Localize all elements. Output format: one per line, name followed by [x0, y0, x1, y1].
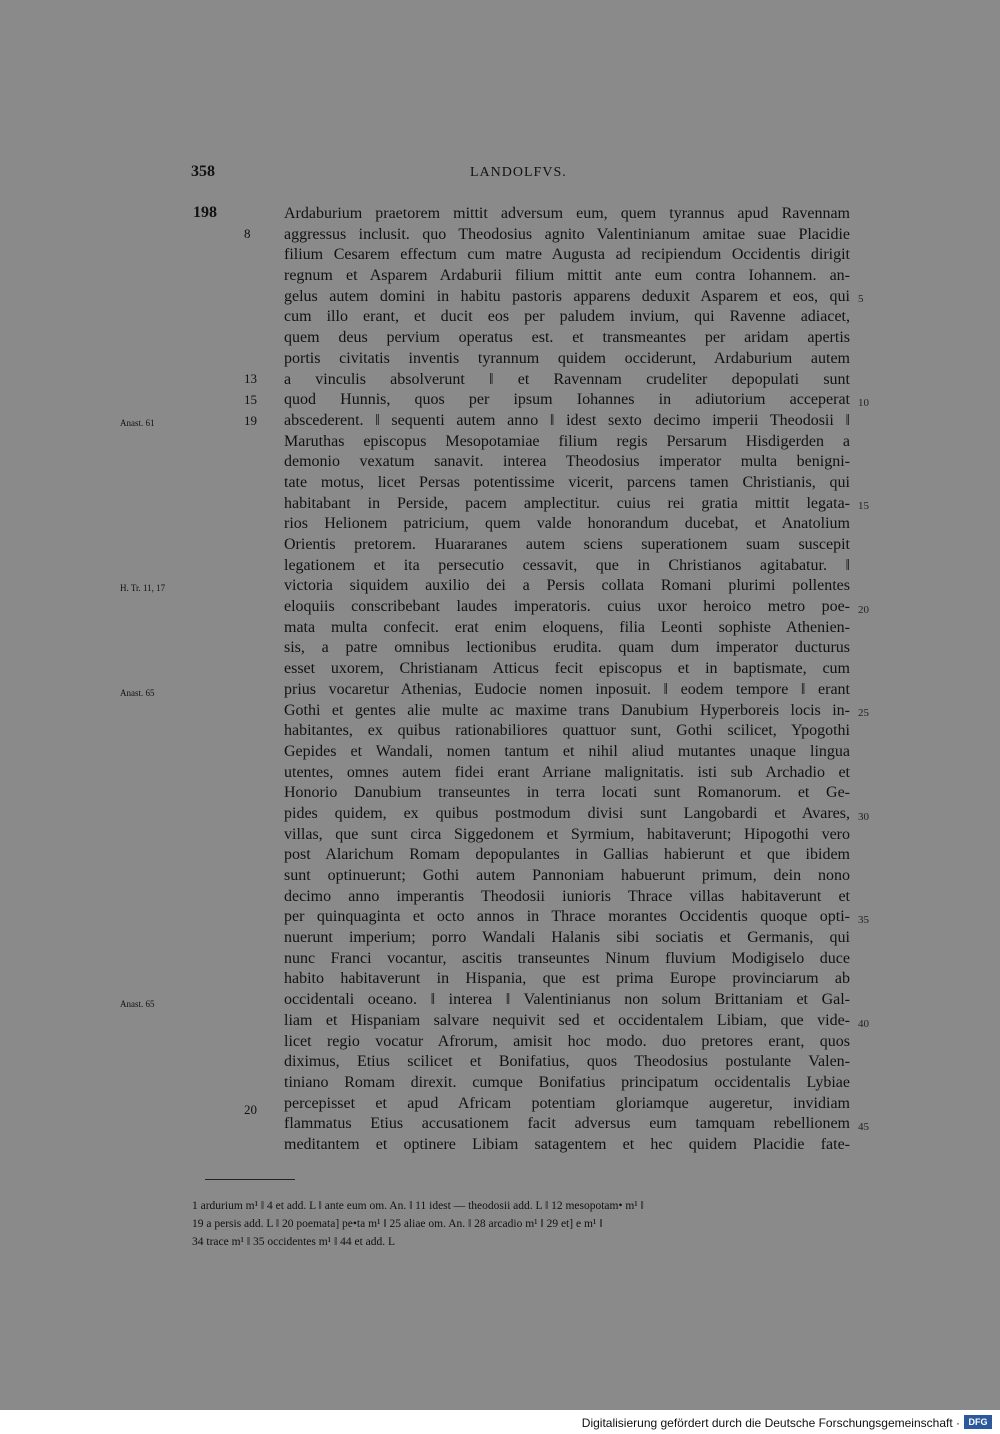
left-line-number: 20 — [244, 1102, 257, 1117]
text-line: habitabant in Perside, pacem amplectitur. cuius rei gratia mittit legata- — [284, 494, 850, 512]
text-line: eloquiis conscribebant laudes imperatoris. cuius uxor heroico metro poe- — [284, 598, 850, 616]
text-line: prius vocaretur Athenias, Eudocie nomen inposuit. ‖ eodem tempore ‖ erant — [284, 680, 850, 698]
text-line: abscederent. ‖ sequenti autem anno ‖ idest sexto decimo imperii Theodosii ‖ — [284, 411, 850, 429]
text-line: a vinculis absolverunt ‖ et Ravennam crudeliter depopulati sunt — [284, 370, 850, 388]
footnote-rule — [205, 1179, 295, 1180]
text-line: habito habitaverunt in Hispania, que est prima Europe provinciarum ab — [284, 970, 850, 988]
text-line: rios Helionem patricium, quem valde honorandum ducebat, et Anatolium — [284, 515, 850, 533]
text-line: liam et Hispaniam salvare nequivit sed et occidentalem Libiam, que vide- — [284, 1011, 850, 1029]
right-line-number: 30 — [858, 811, 869, 823]
text-line: quod Hunnis, quos per ipsum Iohannes in adiutorium acceperat — [284, 391, 850, 409]
left-line-number: 15 — [244, 392, 257, 407]
text-line: nuerunt imperium; porro Wandali Halanis sibi sociatis et Germanis, qui — [284, 929, 850, 947]
text-line: gelus autem domini in habitu pastoris apparens deduxit Asparem et eos, qui — [284, 287, 850, 305]
apparatus-line: 19 a persis add. L ‖ 20 poemata] pe•ta m¹ ‖ 25 aliae om. An. ‖ 28 arcadio m¹ ‖ 29 et] e m¹ ‖ — [192, 1218, 603, 1230]
text-line: occidentali oceano. ‖ interea ‖ Valentinianus non solum Brittaniam et Gal- — [284, 991, 850, 1009]
text-line: tate motus, licet Persas potentissime vicerit, parcens tamen Christianis, qui — [284, 473, 850, 491]
chapter-number: 198 — [193, 204, 217, 221]
text-line: sunt optinuerunt; Gothi autem Pannoniam habuerunt primum, dein nono — [284, 867, 850, 884]
text-line: legationem et ita persecutio cessavit, que in Christianos agitabatur. ‖ — [284, 556, 850, 574]
running-head: LANDOLFVS. — [470, 165, 567, 180]
right-line-number: 25 — [858, 707, 869, 719]
text-line: decimo anno imperantis Theodosii iunioris Thrace villas habitaverunt et — [284, 887, 850, 905]
text-line: Ardaburium praetorem mittit adversum eum, quem tyrannus apud Ravennam — [284, 205, 850, 222]
right-line-number: 10 — [858, 397, 869, 409]
text-line: pides quidem, ex quibus postmodum divisi sunt Langobardi et Avares, — [284, 804, 850, 822]
text-line: cum illo erant, et ducit eos per paludem invium, qui Ravenne adiacet, — [284, 308, 850, 326]
text-line: Gothi et gentes alie multe ac maxime trans Danubium Hyperboreis locis in- — [284, 701, 850, 719]
dfg-logo-icon: DFG — [964, 1415, 992, 1429]
text-line: mata multa confecit. erat enim eloquens, filia Leonti sophiste Athenien- — [284, 618, 850, 636]
text-line: regnum et Asparem Ardaburii filium mittit ante eum contra Iohannem. an- — [284, 267, 850, 285]
right-line-number: 35 — [858, 914, 869, 926]
text-line: flammatus Etius accusationem facit adversus eum tamquam rebellionem — [284, 1115, 850, 1133]
text-line: utentes, omnes autem fidei erant Arriane malignitatis. isti sub Archadio et — [284, 763, 850, 781]
text-line: esset uxorem, Christianam Atticus fecit episcopus et in baptismate, cum — [284, 660, 850, 678]
left-line-number: 13 — [244, 371, 257, 386]
source-reference: H. Tr. 11, 17 — [120, 583, 166, 593]
main-text — [284, 205, 850, 1157]
text-line: Honorio Danubium transeuntes in terra locati sunt Romanorum. et Ge- — [284, 784, 850, 802]
text-line: sis, a patre omnibus lectionibus erudita. quam dum imperator ducturus — [284, 639, 850, 657]
critical-apparatus — [192, 1197, 852, 1251]
text-line: portis civitatis inventis tyrannum quidem occiderunt, Ardaburium autem — [284, 349, 850, 367]
text-line: percepisset et apud Africam potentiam gloriamque augeretur, invidiam — [284, 1094, 850, 1112]
text-line: quem deus pervium operatus est. et transmeantes per aridam apertis — [284, 329, 850, 347]
apparatus-line: 1 ardurium m¹ ‖ 4 et add. L ‖ ante eum om. An. ‖ 11 idest — theodosii add. L ‖ 12 mesopotam• m¹ ‖ — [192, 1200, 644, 1212]
left-line-number: 19 — [244, 413, 257, 428]
right-line-number: 45 — [858, 1121, 869, 1133]
right-line-number: 40 — [858, 1018, 869, 1030]
text-line: meditantem et optinere Libiam satagentem et hec quidem Placidie fate- — [284, 1135, 850, 1153]
text-line: demonio vexatum sanavit. interea Theodosius imperator multa benigni- — [284, 453, 850, 471]
left-line-number: 8 — [244, 226, 251, 241]
text-line: villas, que sunt circa Siggedonem et Syrmium, habitaverunt; Hipogothi vero — [284, 825, 850, 843]
source-reference: Anast. 65 — [120, 999, 155, 1009]
source-reference: Anast. 65 — [120, 688, 155, 698]
text-line: nunc Franci vocantur, ascitis transeuntes Ninum fluvium Modigiselo duce — [284, 949, 850, 967]
source-reference: Anast. 61 — [120, 418, 155, 428]
text-line: Gepides et Wandali, nomen tantum et nihil aliud mutantes unaque lingua — [284, 742, 850, 760]
right-line-number: 15 — [858, 500, 869, 512]
text-line: per quinquaginta et octo annos in Thrace morantes Occidentis quoque opti- — [284, 908, 850, 926]
page-number: 358 — [191, 163, 215, 180]
text-line: diximus, Etius scilicet et Bonifatius, quos Theodosius postulante Valen- — [284, 1053, 850, 1071]
text-line: post Alarichum Romam depopulantes in Gallias habierunt et que ibidem — [284, 846, 850, 864]
text-line: Maruthas episcopus Mesopotamiae filium regis Persarum Hisdigerden a — [284, 432, 850, 450]
text-line: licet regio vocatur Afrorum, amisit hoc modo. duo pretores erant, quos — [284, 1032, 850, 1050]
text-line: tiniano Romam direxit. cumque Bonifatius principatum occidentalis Lybiae — [284, 1073, 850, 1091]
text-line: habitantes, ex quibus rationabiliores quattuor sunt, Gothi scilicet, Ypogothi — [284, 722, 850, 740]
right-line-number: 5 — [858, 293, 864, 305]
apparatus-line: 34 trace m¹ ‖ 35 occidentes m¹ ‖ 44 et add. L — [192, 1236, 396, 1248]
text-line: aggressus inclusit. quo Theodosius agnito Valentinianum amitae suae Placidie — [284, 225, 850, 243]
text-line: Orientis pretorem. Huararanes autem sciens superationem suam suscepit — [284, 536, 850, 553]
text-line: filium Cesarem effectum cum matre Augusta ad recipiendum Occidentis dirigit — [284, 246, 850, 264]
text-line: victoria siquidem auxilio dei a Persis collata Romani plurimi pollentes — [284, 577, 850, 595]
right-line-number: 20 — [858, 604, 869, 616]
footer-credit: Digitalisierung gefördert durch die Deutsche Forschungsgemeinschaft · — [581, 1416, 960, 1430]
